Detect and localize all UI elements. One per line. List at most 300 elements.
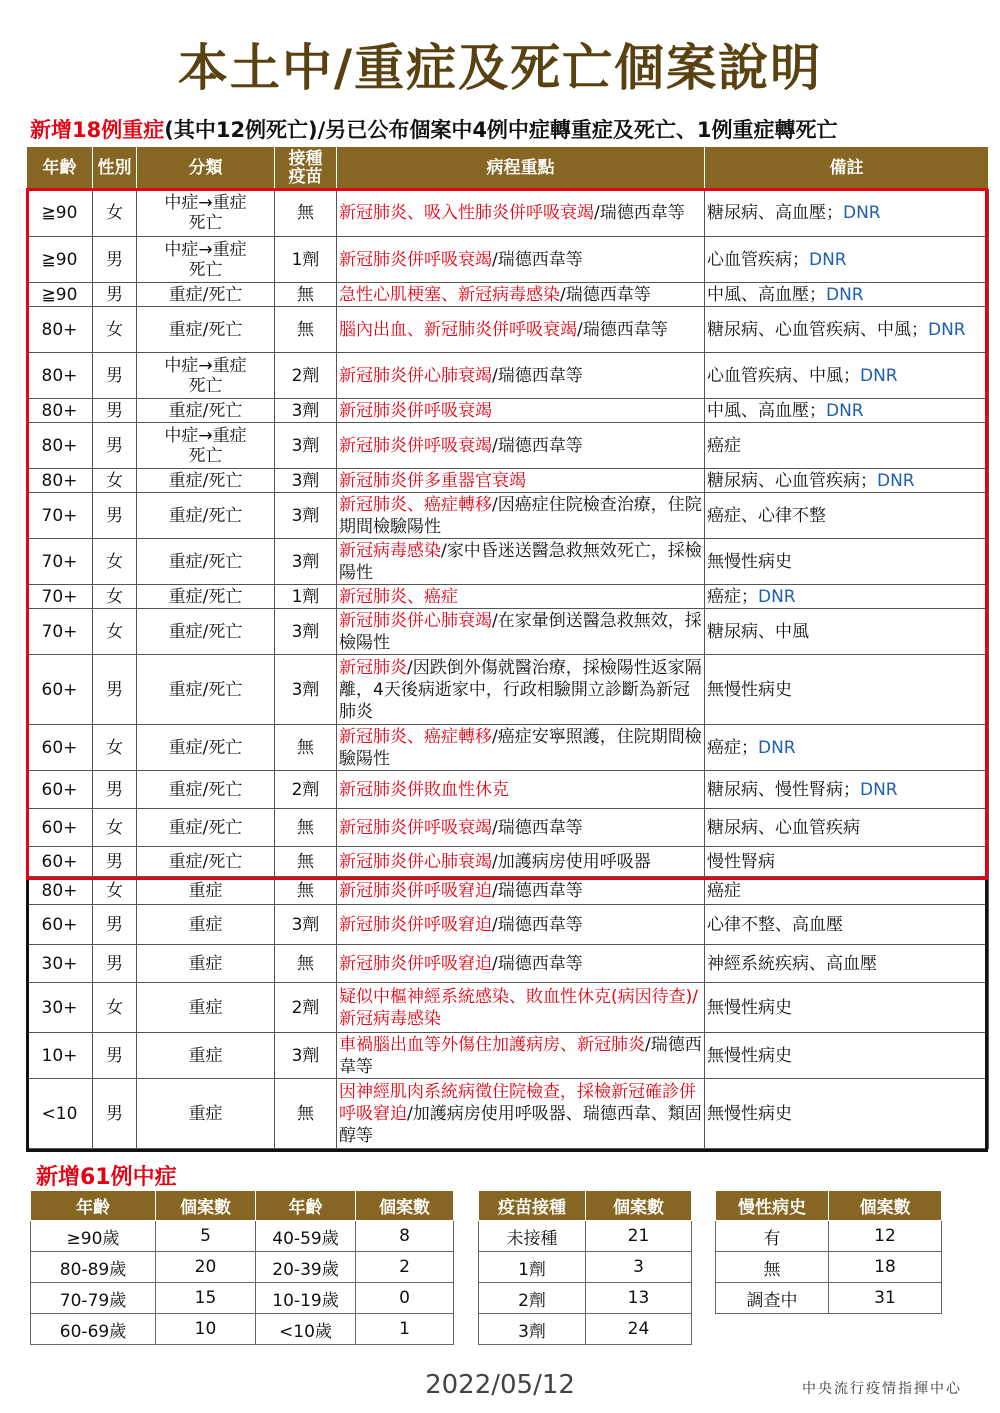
cell-sex: 女 — [93, 725, 137, 771]
vaccine-table-cell: 3劑 — [479, 1314, 586, 1345]
note-text: 糖尿病、心血管疾病、中風； — [707, 319, 928, 340]
cell-age: 60+ — [27, 847, 93, 877]
cell-vaccine: 3劑 — [275, 399, 337, 423]
cell-vaccine: 無 — [275, 877, 337, 905]
cell-sex: 女 — [93, 539, 137, 585]
vaccine-table-cell: 21 — [586, 1221, 692, 1252]
cell-note — [705, 655, 989, 725]
note-dnr: DNR — [877, 470, 915, 491]
age-table-cell: 20 — [156, 1252, 256, 1283]
cell-age: 30+ — [27, 983, 93, 1033]
vaccine-table-cell: 3 — [586, 1252, 692, 1283]
cell-vaccine: 2劑 — [275, 771, 337, 809]
table-row — [27, 469, 989, 493]
age-table-cell: 10-19歲 — [256, 1283, 356, 1314]
course-highlight: 疑似中樞神經系統感染、敗血性休克(病因待查)/新冠病毒感染 — [339, 986, 698, 1029]
vaccine-table-row — [479, 1221, 692, 1252]
cell-age: 60+ — [27, 655, 93, 725]
table-row — [27, 847, 989, 877]
cell-sex: 女 — [93, 809, 137, 847]
course-detail: /加護病房使用呼吸器、瑞德西韋、類固醇等 — [339, 1103, 702, 1146]
cell-vaccine: 3劑 — [275, 609, 337, 655]
cell-category: 重症/死亡 — [137, 283, 275, 307]
table-row — [27, 189, 989, 237]
cell-sex: 男 — [93, 771, 137, 809]
cell-course — [337, 983, 705, 1033]
age-table-cell: 15 — [156, 1283, 256, 1314]
chronic-table-row — [716, 1252, 942, 1283]
moderate-section-label: 新增61例中症 — [36, 1165, 177, 1190]
cell-sex: 女 — [93, 585, 137, 609]
course-detail: /瑞德西韋等 — [492, 817, 583, 838]
course-highlight: 新冠肺炎 — [339, 657, 407, 678]
cell-vaccine: 無 — [275, 307, 337, 353]
note-text: 心血管疾病、中風； — [707, 365, 860, 386]
vaccine-table-row — [479, 1252, 692, 1283]
cell-age: 70+ — [27, 493, 93, 539]
course-detail: /瑞德西韋等 — [492, 880, 583, 901]
cell-age: ≧90 — [27, 237, 93, 283]
cell-note — [705, 585, 989, 609]
age-table-header: 個案數 — [156, 1191, 256, 1221]
table-row — [27, 423, 989, 469]
cell-course — [337, 1079, 705, 1149]
page-title: 本土中/重症及死亡個案說明 — [177, 39, 823, 97]
cell-vaccine: 無 — [275, 725, 337, 771]
age-table-header: 年齡 — [256, 1191, 356, 1221]
note-text: 慢性腎病 — [707, 851, 775, 872]
cell-age: 80+ — [27, 423, 93, 469]
cell-category: 中症→重症 死亡 — [137, 353, 275, 399]
cell-course — [337, 423, 705, 469]
note-dnr: DNR — [860, 365, 898, 386]
cell-vaccine: 無 — [275, 809, 337, 847]
cell-age: 70+ — [27, 585, 93, 609]
course-detail: /因癌症住院檢查治療，住院期間檢驗陽性 — [339, 494, 702, 537]
chronic-table-cell: 18 — [829, 1252, 942, 1283]
course-detail: /瑞德西韋等 — [594, 202, 685, 223]
cell-sex: 女 — [93, 983, 137, 1033]
cell-vaccine: 無 — [275, 847, 337, 877]
chronic-table-header: 個案數 — [829, 1191, 942, 1221]
note-dnr: DNR — [809, 249, 847, 270]
cell-sex: 男 — [93, 237, 137, 283]
cell-age: 10+ — [27, 1033, 93, 1079]
age-table-cell: 60-69歲 — [31, 1314, 156, 1345]
table-row — [27, 399, 989, 423]
cell-category: 重症/死亡 — [137, 469, 275, 493]
table-row — [27, 353, 989, 399]
cell-age: ≧90 — [27, 189, 93, 237]
vaccine-table-cell: 24 — [586, 1314, 692, 1345]
course-highlight: 新冠肺炎、癌症轉移 — [339, 494, 492, 515]
note-dnr: DNR — [826, 284, 864, 305]
table-row — [27, 493, 989, 539]
course-detail: /家中昏迷送醫急救無效死亡，採檢陽性 — [339, 540, 702, 583]
cell-vaccine: 3劑 — [275, 539, 337, 585]
cell-age: 60+ — [27, 809, 93, 847]
note-dnr: DNR — [758, 586, 796, 607]
cell-note — [705, 847, 989, 877]
note-text: 心血管疾病； — [707, 249, 809, 270]
header-age: 年齡 — [27, 147, 93, 189]
cell-vaccine: 2劑 — [275, 353, 337, 399]
note-dnr: DNR — [860, 779, 898, 800]
course-highlight: 新冠病毒感染 — [339, 540, 441, 561]
cell-course — [337, 283, 705, 307]
cell-sex: 男 — [93, 283, 137, 307]
cell-vaccine: 3劑 — [275, 655, 337, 725]
cell-vaccine: 無 — [275, 189, 337, 237]
age-table-cell: <10歲 — [256, 1314, 356, 1345]
course-detail: /瑞德西韋等 — [577, 319, 668, 340]
cell-category: 重症 — [137, 945, 275, 983]
age-table — [30, 1190, 454, 1345]
age-table-cell: 1 — [356, 1314, 454, 1345]
cell-sex: 男 — [93, 1079, 137, 1149]
cell-course — [337, 469, 705, 493]
cell-vaccine: 2劑 — [275, 983, 337, 1033]
vaccine-table-row — [479, 1283, 692, 1314]
table-row — [27, 771, 989, 809]
note-text: 糖尿病、中風 — [707, 621, 809, 642]
vaccine-table-cell: 2劑 — [479, 1283, 586, 1314]
cell-note — [705, 493, 989, 539]
cell-category: 重症 — [137, 983, 275, 1033]
note-text: 糖尿病、慢性腎病； — [707, 779, 860, 800]
cell-vaccine: 無 — [275, 1079, 337, 1149]
cell-category: 重症/死亡 — [137, 725, 275, 771]
course-detail: /因跌倒外傷就醫治療，採檢陽性返家隔離，4天後病逝家中，行政相驗開立診斷為新冠肺炎 — [339, 657, 702, 722]
cell-course — [337, 539, 705, 585]
age-table-cell: 80-89歲 — [31, 1252, 156, 1283]
cell-category: 重症/死亡 — [137, 771, 275, 809]
cell-sex: 男 — [93, 353, 137, 399]
age-table-row — [31, 1221, 454, 1252]
cell-category: 中症→重症 死亡 — [137, 237, 275, 283]
cell-course — [337, 189, 705, 237]
cell-vaccine: 無 — [275, 283, 337, 307]
cell-category: 重症/死亡 — [137, 609, 275, 655]
table-row — [27, 725, 989, 771]
cell-note — [705, 307, 989, 353]
table-row — [27, 609, 989, 655]
cell-age: 70+ — [27, 539, 93, 585]
course-highlight: 新冠肺炎併敗血性休克 — [339, 779, 509, 800]
course-highlight: 新冠肺炎併呼吸窘迫 — [339, 914, 492, 935]
subtitle — [30, 114, 990, 144]
cell-category: 重症/死亡 — [137, 307, 275, 353]
cell-sex: 女 — [93, 877, 137, 905]
note-dnr: DNR — [928, 319, 966, 340]
cell-vaccine: 1劑 — [275, 585, 337, 609]
cell-age: ≧90 — [27, 283, 93, 307]
course-highlight: 新冠肺炎併心肺衰竭 — [339, 851, 492, 872]
cell-sex: 男 — [93, 1033, 137, 1079]
note-text: 糖尿病、心血管疾病； — [707, 470, 877, 491]
cell-note — [705, 283, 989, 307]
cell-vaccine: 3劑 — [275, 469, 337, 493]
cell-age: 30+ — [27, 945, 93, 983]
cell-course — [337, 237, 705, 283]
note-text: 無慢性病史 — [707, 1103, 792, 1124]
course-highlight: 新冠肺炎併呼吸衰竭 — [339, 249, 492, 270]
cell-note — [705, 469, 989, 493]
cell-course — [337, 307, 705, 353]
cell-sex: 女 — [93, 469, 137, 493]
vaccine-table-cell: 未接種 — [479, 1221, 586, 1252]
cell-category: 重症/死亡 — [137, 399, 275, 423]
cell-sex: 男 — [93, 847, 137, 877]
cell-course — [337, 847, 705, 877]
course-highlight: 新冠肺炎、癌症轉移 — [339, 726, 492, 747]
note-text: 無慢性病史 — [707, 1045, 792, 1066]
cell-course — [337, 609, 705, 655]
age-table-cell: 40-59歲 — [256, 1221, 356, 1252]
age-table-cell: ≥90歲 — [31, 1221, 156, 1252]
age-table-cell: 8 — [356, 1221, 454, 1252]
cell-note — [705, 237, 989, 283]
cell-category: 重症/死亡 — [137, 655, 275, 725]
cell-age: 80+ — [27, 469, 93, 493]
cell-category: 中症→重症 死亡 — [137, 423, 275, 469]
course-highlight: 新冠肺炎併呼吸衰竭 — [339, 817, 492, 838]
course-detail: /癌症安寧照護，住院期間檢驗陽性 — [339, 726, 702, 769]
cell-age: 80+ — [27, 399, 93, 423]
table-row — [27, 945, 989, 983]
table-row — [27, 1079, 989, 1149]
age-table-cell: 2 — [356, 1252, 454, 1283]
cell-note — [705, 539, 989, 585]
note-text: 中風、高血壓； — [707, 284, 826, 305]
note-text: 癌症 — [707, 435, 741, 456]
note-text: 癌症 — [707, 880, 741, 901]
cell-course — [337, 655, 705, 725]
age-table-row — [31, 1314, 454, 1345]
table-row — [27, 307, 989, 353]
chronic-table-cell: 12 — [829, 1221, 942, 1252]
course-highlight: 車禍腦出血等外傷住加護病房、新冠肺炎 — [339, 1034, 645, 1055]
chronic-table-header: 慢性病史 — [716, 1191, 829, 1221]
course-highlight: 因神經肌肉系統病徵住院檢查，採檢新冠確診併呼吸窘迫 — [339, 1081, 696, 1124]
header-sex: 性別 — [93, 147, 137, 189]
cell-sex: 男 — [93, 905, 137, 945]
cell-sex: 女 — [93, 189, 137, 237]
cell-note — [705, 771, 989, 809]
vaccine-table-header: 疫苗接種 — [479, 1191, 586, 1221]
vaccine-table-header: 個案數 — [586, 1191, 692, 1221]
cell-course — [337, 771, 705, 809]
note-text: 神經系統疾病、高血壓 — [707, 953, 877, 974]
course-highlight: 新冠肺炎併心肺衰竭 — [339, 610, 492, 631]
table-row — [27, 809, 989, 847]
table-row — [27, 237, 989, 283]
cell-vaccine: 無 — [275, 945, 337, 983]
age-table-cell: 10 — [156, 1314, 256, 1345]
chronic-table-row — [716, 1283, 942, 1314]
course-highlight: 腦內出血、新冠肺炎併呼吸衰竭 — [339, 319, 577, 340]
course-highlight: 新冠肺炎併呼吸窘迫 — [339, 880, 492, 901]
course-detail: /瑞德西韋等 — [560, 284, 651, 305]
table-row — [27, 283, 989, 307]
subtitle-rest: (其中12例死亡)/另已公布個案中4例中症轉重症及死亡、1例重症轉死亡 — [164, 118, 838, 142]
cell-age: 80+ — [27, 353, 93, 399]
note-text: 無慢性病史 — [707, 997, 792, 1018]
header-course: 病程重點 — [337, 147, 705, 189]
chronic-table-cell: 無 — [716, 1252, 829, 1283]
course-detail: /在家暈倒送醫急救無效，採檢陽性 — [339, 610, 702, 653]
table-row — [27, 539, 989, 585]
cell-course — [337, 809, 705, 847]
organization-name: 中央流行疫情指揮中心 — [802, 1381, 962, 1397]
chronic-table-cell: 調查中 — [716, 1283, 829, 1314]
case-table — [26, 146, 989, 1149]
course-highlight: 新冠肺炎併呼吸衰竭 — [339, 435, 492, 456]
course-highlight: 新冠肺炎、吸入性肺炎併呼吸衰竭 — [339, 202, 594, 223]
age-table-row — [31, 1283, 454, 1314]
cell-course — [337, 905, 705, 945]
cell-note — [705, 353, 989, 399]
table-row — [27, 983, 989, 1033]
chronic-table-cell: 31 — [829, 1283, 942, 1314]
table-row — [27, 655, 989, 725]
cell-note — [705, 423, 989, 469]
cell-note — [705, 877, 989, 905]
course-highlight: 急性心肌梗塞、新冠病毒感染 — [339, 284, 560, 305]
cell-age: 80+ — [27, 307, 93, 353]
cell-category: 重症/死亡 — [137, 585, 275, 609]
cell-category: 重症 — [137, 905, 275, 945]
header-category: 分類 — [137, 147, 275, 189]
table-row — [27, 1033, 989, 1079]
vaccine-table-cell: 13 — [586, 1283, 692, 1314]
case-table-header — [27, 147, 989, 189]
cell-age: 60+ — [27, 905, 93, 945]
cell-vaccine: 3劑 — [275, 905, 337, 945]
age-table-cell: 5 — [156, 1221, 256, 1252]
note-text: 糖尿病、心血管疾病 — [707, 817, 860, 838]
cell-category: 中症→重症 死亡 — [137, 189, 275, 237]
cell-sex: 男 — [93, 399, 137, 423]
cell-note — [705, 725, 989, 771]
cell-category: 重症 — [137, 1033, 275, 1079]
cell-age: 60+ — [27, 725, 93, 771]
course-detail: /瑞德西韋等 — [492, 249, 583, 270]
cell-course — [337, 725, 705, 771]
cell-note — [705, 1033, 989, 1079]
cell-vaccine: 3劑 — [275, 423, 337, 469]
course-highlight: 新冠肺炎併多重器官衰竭 — [339, 470, 526, 491]
table-row — [27, 905, 989, 945]
age-table-cell: 70-79歲 — [31, 1283, 156, 1314]
course-highlight: 新冠肺炎併呼吸衰竭 — [339, 400, 492, 421]
age-table-cell: 20-39歲 — [256, 1252, 356, 1283]
header-note: 備註 — [705, 147, 989, 189]
table-row — [27, 585, 989, 609]
note-text: 心律不整、高血壓 — [707, 914, 843, 935]
age-table-header: 個案數 — [356, 1191, 454, 1221]
cell-note — [705, 905, 989, 945]
cell-note — [705, 399, 989, 423]
cell-course — [337, 399, 705, 423]
cell-note — [705, 1079, 989, 1149]
cell-category: 重症/死亡 — [137, 539, 275, 585]
case-table-body — [27, 189, 989, 1149]
cell-category: 重症/死亡 — [137, 809, 275, 847]
cell-sex: 女 — [93, 609, 137, 655]
cell-sex: 男 — [93, 493, 137, 539]
subtitle-highlight: 新增18例重症 — [30, 118, 165, 142]
chronic-table-row — [716, 1221, 942, 1252]
vaccine-table-row — [479, 1314, 692, 1345]
cell-age: 60+ — [27, 771, 93, 809]
course-detail: /瑞德西韋等 — [492, 435, 583, 456]
note-dnr: DNR — [758, 737, 796, 758]
cell-note — [705, 983, 989, 1033]
header-vaccine: 接種 疫苗 — [275, 147, 337, 189]
course-detail: /瑞德西韋等 — [492, 365, 583, 386]
course-detail: /加護病房使用呼吸器 — [492, 851, 651, 872]
cell-sex: 男 — [93, 423, 137, 469]
note-text: 癌症、心律不整 — [707, 505, 826, 526]
note-text: 癌症； — [707, 586, 758, 607]
cell-sex: 男 — [93, 945, 137, 983]
table-row — [27, 877, 989, 905]
cell-vaccine: 1劑 — [275, 237, 337, 283]
course-highlight: 新冠肺炎併呼吸窘迫 — [339, 953, 492, 974]
report-date: 2022/05/12 — [425, 1370, 575, 1400]
chronic-table — [715, 1190, 942, 1314]
cell-category: 重症 — [137, 877, 275, 905]
cell-note — [705, 609, 989, 655]
cell-category: 重症/死亡 — [137, 847, 275, 877]
note-text: 無慢性病史 — [707, 551, 792, 572]
age-table-header: 年齡 — [31, 1191, 156, 1221]
cell-note — [705, 809, 989, 847]
cell-course — [337, 1033, 705, 1079]
cell-age: 80+ — [27, 877, 93, 905]
age-table-row — [31, 1252, 454, 1283]
vaccine-table-cell: 1劑 — [479, 1252, 586, 1283]
note-text: 癌症； — [707, 737, 758, 758]
course-detail: /瑞德西韋等 — [339, 1034, 702, 1077]
cell-vaccine: 3劑 — [275, 1033, 337, 1079]
cell-category: 重症/死亡 — [137, 493, 275, 539]
cell-note — [705, 189, 989, 237]
cell-note — [705, 945, 989, 983]
cell-course — [337, 877, 705, 905]
course-detail: /瑞德西韋等 — [492, 953, 583, 974]
cell-category: 重症 — [137, 1079, 275, 1149]
cell-age: 70+ — [27, 609, 93, 655]
note-text: 糖尿病、高血壓； — [707, 202, 843, 223]
cell-course — [337, 945, 705, 983]
note-dnr: DNR — [826, 400, 864, 421]
course-highlight: 新冠肺炎併心肺衰竭 — [339, 365, 492, 386]
note-dnr: DNR — [843, 202, 881, 223]
cell-sex: 男 — [93, 655, 137, 725]
course-highlight: 新冠肺炎、癌症 — [339, 586, 458, 607]
course-detail: /瑞德西韋等 — [492, 914, 583, 935]
age-table-cell: 0 — [356, 1283, 454, 1314]
vaccine-table — [478, 1190, 692, 1345]
cell-age: <10 — [27, 1079, 93, 1149]
chronic-table-cell: 有 — [716, 1221, 829, 1252]
cell-sex: 女 — [93, 307, 137, 353]
cell-course — [337, 585, 705, 609]
cell-course — [337, 353, 705, 399]
note-text: 中風、高血壓； — [707, 400, 826, 421]
